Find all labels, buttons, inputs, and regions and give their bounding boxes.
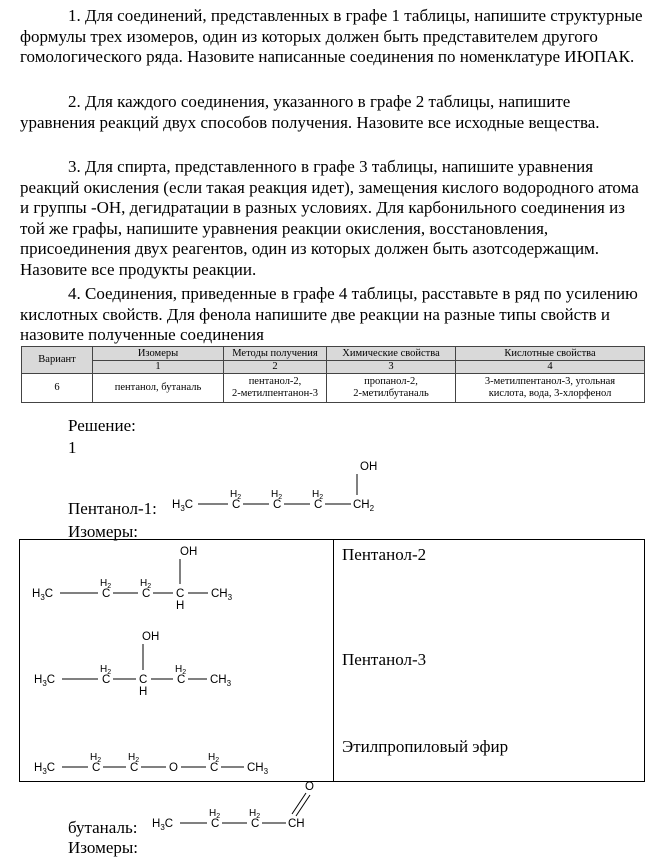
- cell-acid: [456, 374, 645, 403]
- atom-ch3: $CH_3$: [211, 588, 233, 602]
- task-4-text: 4. Соединения, приведенные в графе 4 таблицы, расставьте в ряд по усилению кислотных свойств. Для фенола напишите две реакции на разные типы свойств и назовите полученные соединения: [20, 284, 638, 344]
- cell-chem-line-1: пропанол-2,: [364, 376, 418, 387]
- isomer-name-pentanol-2: Пентанол-2: [342, 545, 427, 564]
- atom-c-1: C: [232, 499, 241, 511]
- isomers-label: Изомеры:: [68, 522, 139, 541]
- header-methods: Методы получения: [224, 347, 327, 361]
- cell-chem: [327, 374, 456, 403]
- task-3-text: 3. Для спирта, представленного в графе 3 таблицы, напишите уравнения реакций окисления (если такая реакция идет), замещения кислого водородного атома и группы -ОН, дегидратации в разных условиях. Для карбонильного соединения из той же графы, напишите уравнения реакции окисления, восстановления, присоединения двух реагентов, один из которых должен быть азотсодержащим. Назовите все продукты реакции.: [20, 157, 639, 279]
- task-2-text: 2. Для каждого соединения, указанного в графе 2 таблицы, напишите уравнения реакций двух способов получения. Назовите все исходные вещества.: [20, 92, 600, 132]
- atom-h3c: $H_3C$: [152, 818, 174, 832]
- ethylpropyl-ether-structure: [32, 738, 322, 780]
- header-isomers: Изомеры: [93, 347, 224, 361]
- header-acid: Кислотные свойства: [456, 347, 645, 361]
- atom-c: C: [102, 588, 111, 600]
- atom-h2-2: $H_2$: [271, 489, 283, 501]
- atom-h2: $H_2$: [128, 752, 140, 764]
- atom-oh: OH: [360, 461, 378, 473]
- atom-c: C: [176, 588, 185, 600]
- atom-h: H: [139, 686, 148, 698]
- atom-h3c: $H_3C$: [32, 588, 54, 602]
- cell-variant: 6: [22, 374, 93, 403]
- cell-methods: [224, 374, 327, 403]
- solution-number: 1: [68, 438, 77, 457]
- butanal-structure: [150, 776, 330, 834]
- pentanol-2-structure: [30, 542, 290, 612]
- col-number-3: 3: [327, 361, 456, 374]
- pentanol-1-structure: [170, 455, 390, 517]
- atom-c: C: [177, 674, 186, 686]
- isomers-table: [19, 539, 645, 782]
- cell-methods-line-1: пентанол-2,: [248, 376, 302, 387]
- pentanol-1-label: Пентанол-1:: [68, 499, 157, 518]
- isomer-name-pentanol-3: Пентанол-3: [342, 650, 427, 669]
- atom-c-3: C: [314, 499, 323, 511]
- atom-h2: $H_2$: [209, 808, 221, 820]
- task-1-text: 1. Для соединений, представленных в графе 1 таблицы, напишите структурные формулы трех изомеров, один из которых должен быть представителем другого гомологического ряда. Назовите написанные соединения по номенклатуре ИЮПАК.: [20, 6, 643, 66]
- cell-chem-line-2: 2-метилбутаналь: [353, 388, 429, 399]
- cell-isomers: пентанол, бутаналь: [93, 374, 224, 403]
- atom-h2: $H_2$: [249, 808, 261, 820]
- cell-methods-line-2: 2-метилпентанон-3: [231, 388, 318, 399]
- atom-h2-1: $H_2$: [230, 489, 242, 501]
- atom-c: C: [210, 762, 219, 774]
- atom-c: C: [102, 674, 111, 686]
- atom-h3c: $H_3C$: [34, 762, 56, 776]
- atom-o: O: [305, 781, 314, 793]
- atom-h3c: $H_3C$: [34, 674, 56, 688]
- atom-ch3: $CH_3$: [247, 762, 269, 776]
- col-number-4: 4: [456, 361, 645, 374]
- atom-c: C: [142, 588, 151, 600]
- atom-c: C: [211, 818, 220, 830]
- atom-h2: $H_2$: [100, 578, 112, 590]
- atom-h2: $H_2$: [90, 752, 102, 764]
- isomers-label-2: Изомеры:: [68, 838, 139, 857]
- atom-h: H: [176, 600, 185, 612]
- atom-ch3: $CH_3$: [210, 674, 232, 688]
- atom-c: C: [130, 762, 139, 774]
- col-number-2: 2: [224, 361, 327, 374]
- atom-c: C: [251, 818, 260, 830]
- atom-h2: $H_2$: [208, 752, 220, 764]
- atom-c-2: C: [273, 499, 282, 511]
- atom-ch: CH: [288, 818, 305, 830]
- assignment-table: [21, 346, 645, 403]
- cell-acid-line-2: кислота, вода, 3-хлорфенол: [488, 388, 612, 399]
- header-chem: Химические свойства: [327, 347, 456, 361]
- atom-oh: OH: [142, 631, 160, 643]
- atom-h3c: $H_3C$: [172, 499, 194, 513]
- atom-c: C: [92, 762, 101, 774]
- pentanol-3-structure: [32, 626, 292, 698]
- atom-h2-3: $H_2$: [312, 489, 324, 501]
- solution-heading: Решение:: [68, 416, 136, 435]
- atom-c: C: [139, 674, 148, 686]
- atom-o: O: [169, 762, 178, 774]
- cell-acid-line-1: 3-метилпентанол-3, угольная: [484, 376, 616, 387]
- atom-h2: $H_2$: [140, 578, 152, 590]
- atom-ch2: $CH_2$: [353, 499, 375, 513]
- atom-h2: $H_2$: [175, 664, 187, 676]
- butanal-label: бутаналь:: [68, 818, 138, 837]
- atom-h2: $H_2$: [100, 664, 112, 676]
- header-variant: Вариант: [22, 347, 93, 374]
- col-number-1: 1: [93, 361, 224, 374]
- isomer-name-ether: Этилпропиловый эфир: [342, 737, 509, 756]
- atom-oh: OH: [180, 546, 198, 558]
